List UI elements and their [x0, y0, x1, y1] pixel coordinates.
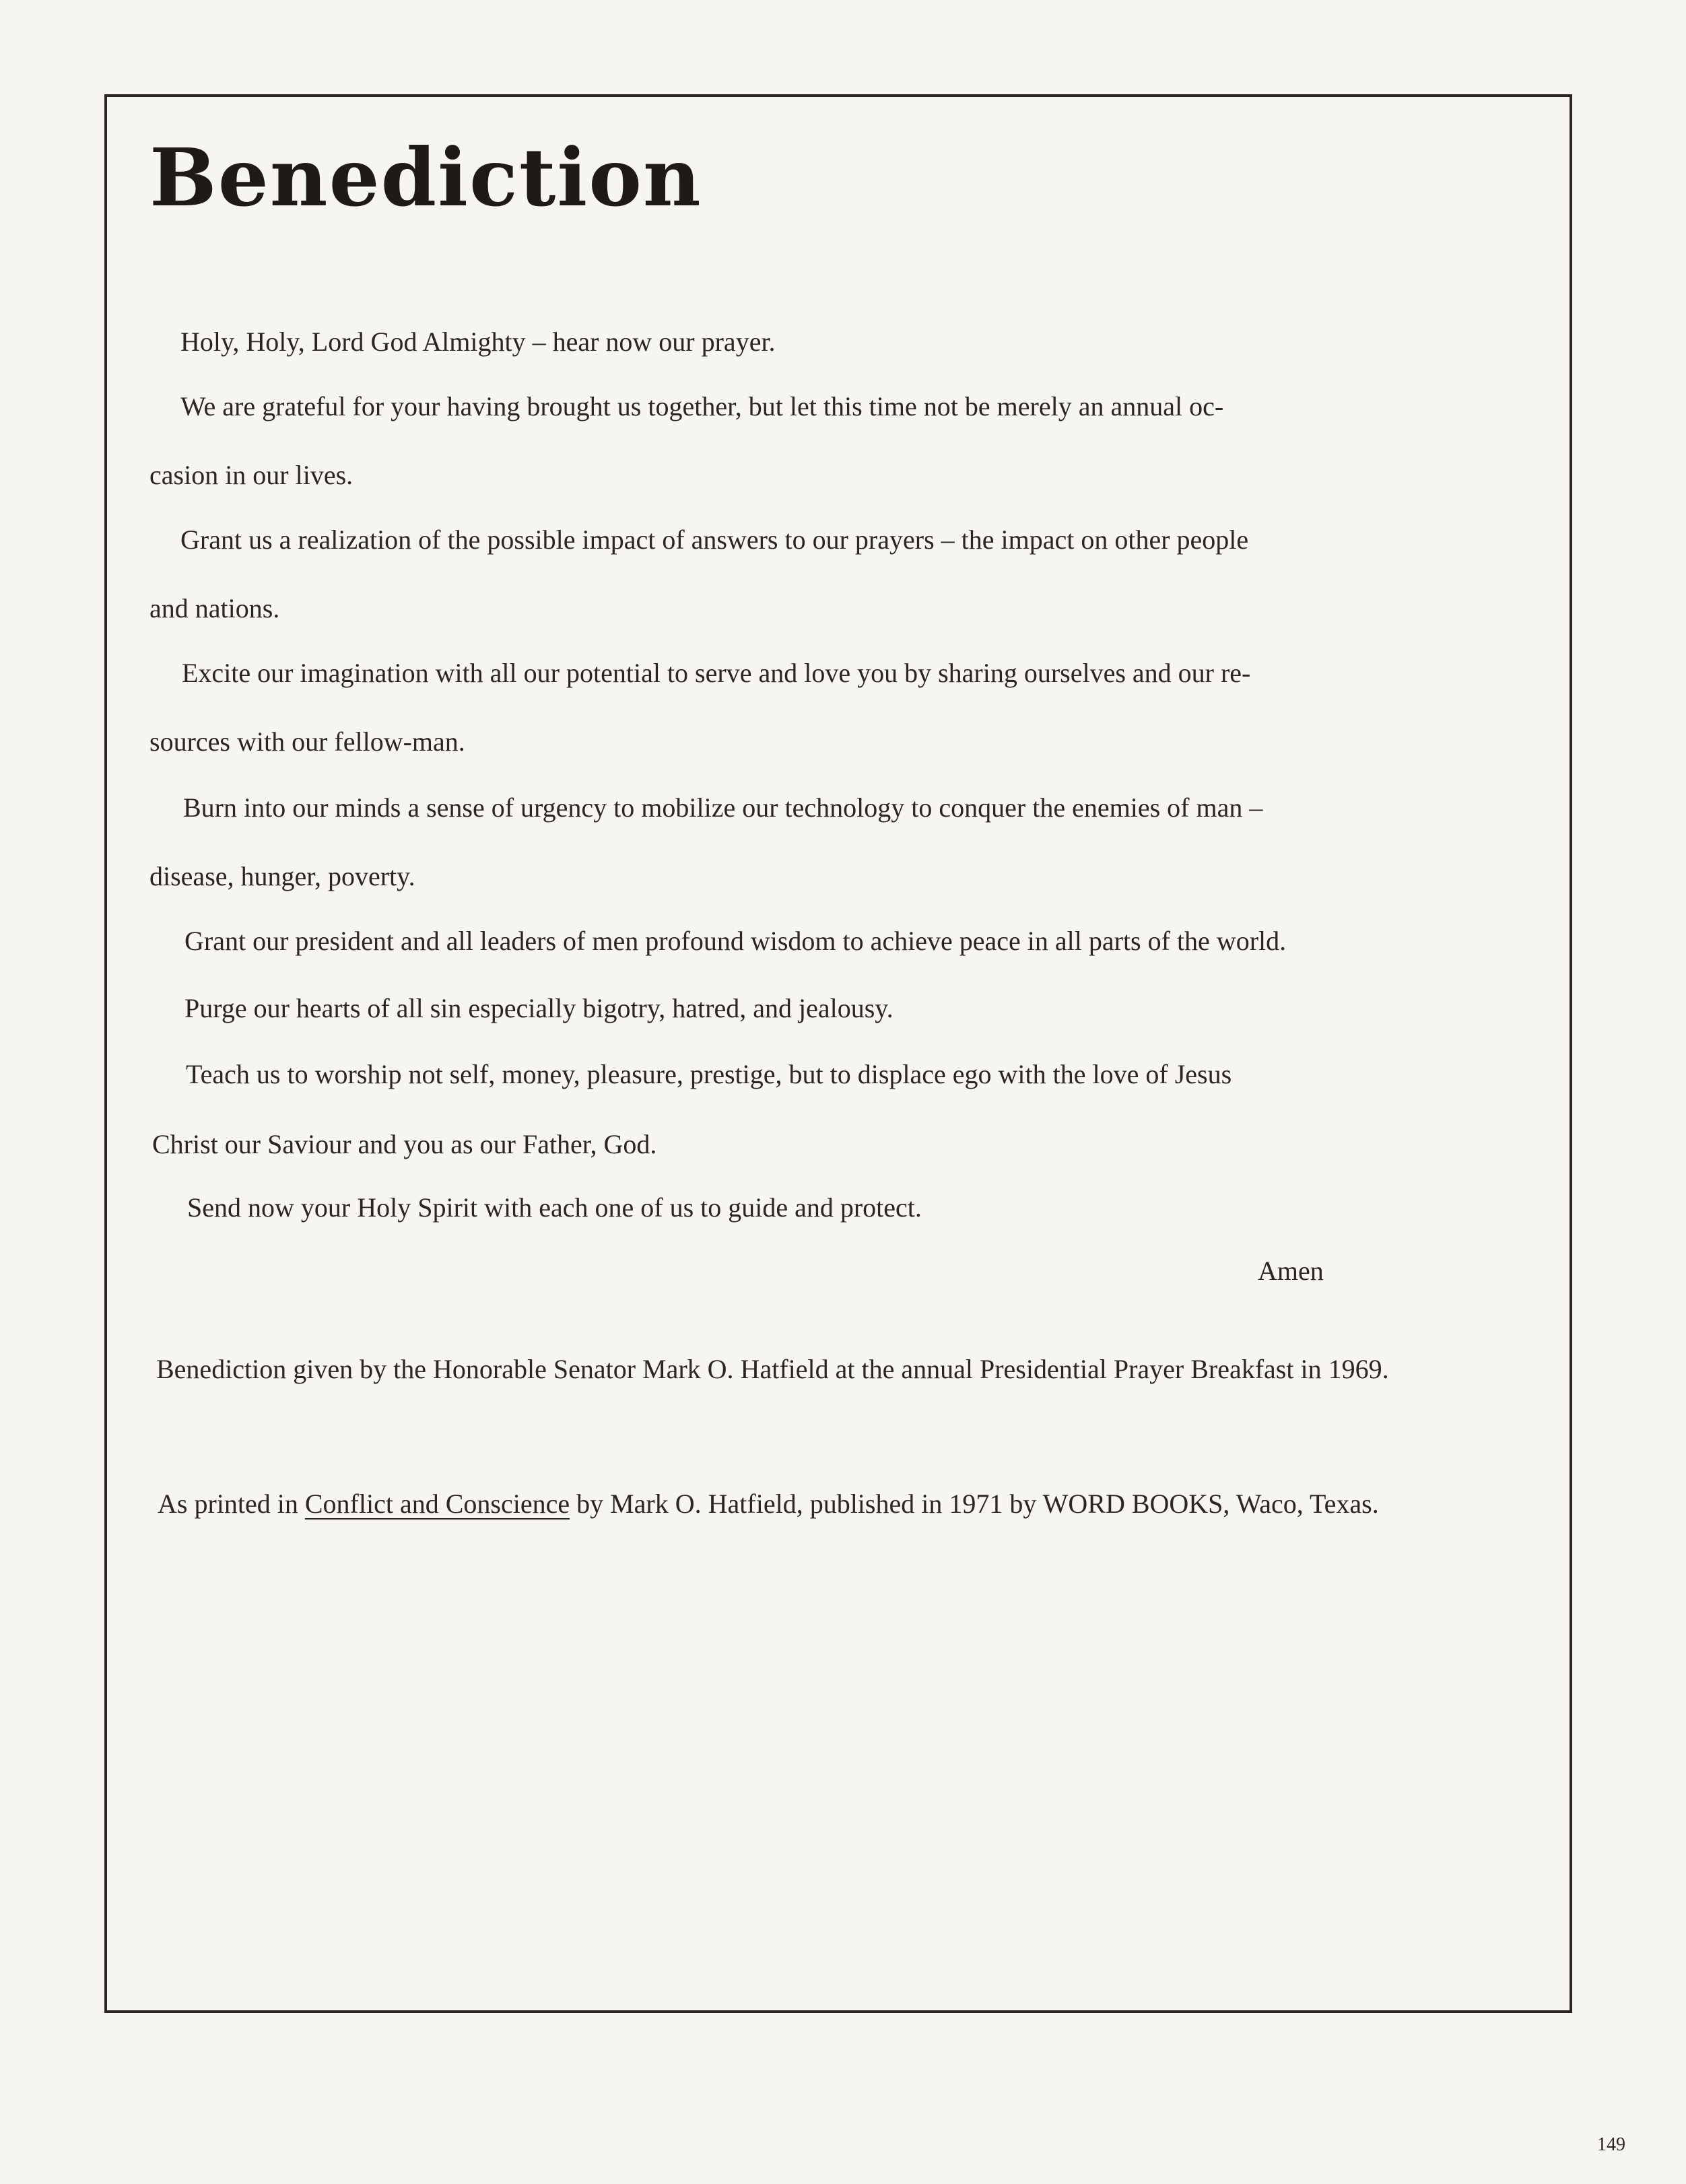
- page-number: 149: [1597, 2134, 1625, 2155]
- prayer-line-5b: disease, hunger, poverty.: [149, 861, 415, 891]
- prayer-line-1: Holy, Holy, Lord God Almighty – hear now our prayer.: [180, 327, 776, 357]
- prayer-line-7: Purge our hearts of all sin especially bigotry, hatred, and jealousy.: [184, 993, 893, 1023]
- source-prefix: As printed in: [158, 1489, 305, 1519]
- prayer-line-3b: and nations.: [149, 593, 280, 623]
- prayer-line-6: Grant our president and all leaders of men profound wisdom to achieve peace in all parts of the world.: [184, 926, 1287, 956]
- source-note: [158, 1488, 1558, 1520]
- page-border-frame: [104, 94, 1572, 2013]
- prayer-line-9: Send now your Holy Spirit with each one of us to guide and protect.: [187, 1192, 922, 1223]
- source-suffix: by Mark O. Hatfield, published in 1971 by WORD BOOKS, Waco, Texas.: [570, 1489, 1379, 1519]
- page-title: Benediction: [149, 131, 702, 224]
- prayer-line-4b: sources with our fellow-man.: [149, 726, 465, 757]
- prayer-line-8a: Teach us to worship not self, money, pleasure, prestige, but to displace ego with the love of Jesus: [186, 1059, 1232, 1089]
- prayer-line-5a: Burn into our minds a sense of urgency to mobilize our technology to conquer the enemies of man –: [183, 792, 1263, 823]
- prayer-line-2b: casion in our lives.: [149, 460, 353, 490]
- prayer-line-3a: Grant us a realization of the possible impact of answers to our prayers – the impact on other people: [180, 524, 1249, 555]
- prayer-line-8b: Christ our Saviour and you as our Father, God.: [152, 1129, 657, 1159]
- source-book-title: Conflict and Conscience: [304, 1489, 570, 1519]
- prayer-line-4a: Excite our imagination with all our potential to serve and love you by sharing ourselves and our re-: [182, 658, 1251, 688]
- prayer-amen: Amen: [1258, 1256, 1324, 1286]
- attribution-note: Benediction given by the Honorable Senator Mark O. Hatfield at the annual Presidential Prayer Breakfast in 1969.: [156, 1354, 1389, 1384]
- prayer-line-2a: We are grateful for your having brought us together, but let this time not be merely an annual oc-: [180, 391, 1224, 421]
